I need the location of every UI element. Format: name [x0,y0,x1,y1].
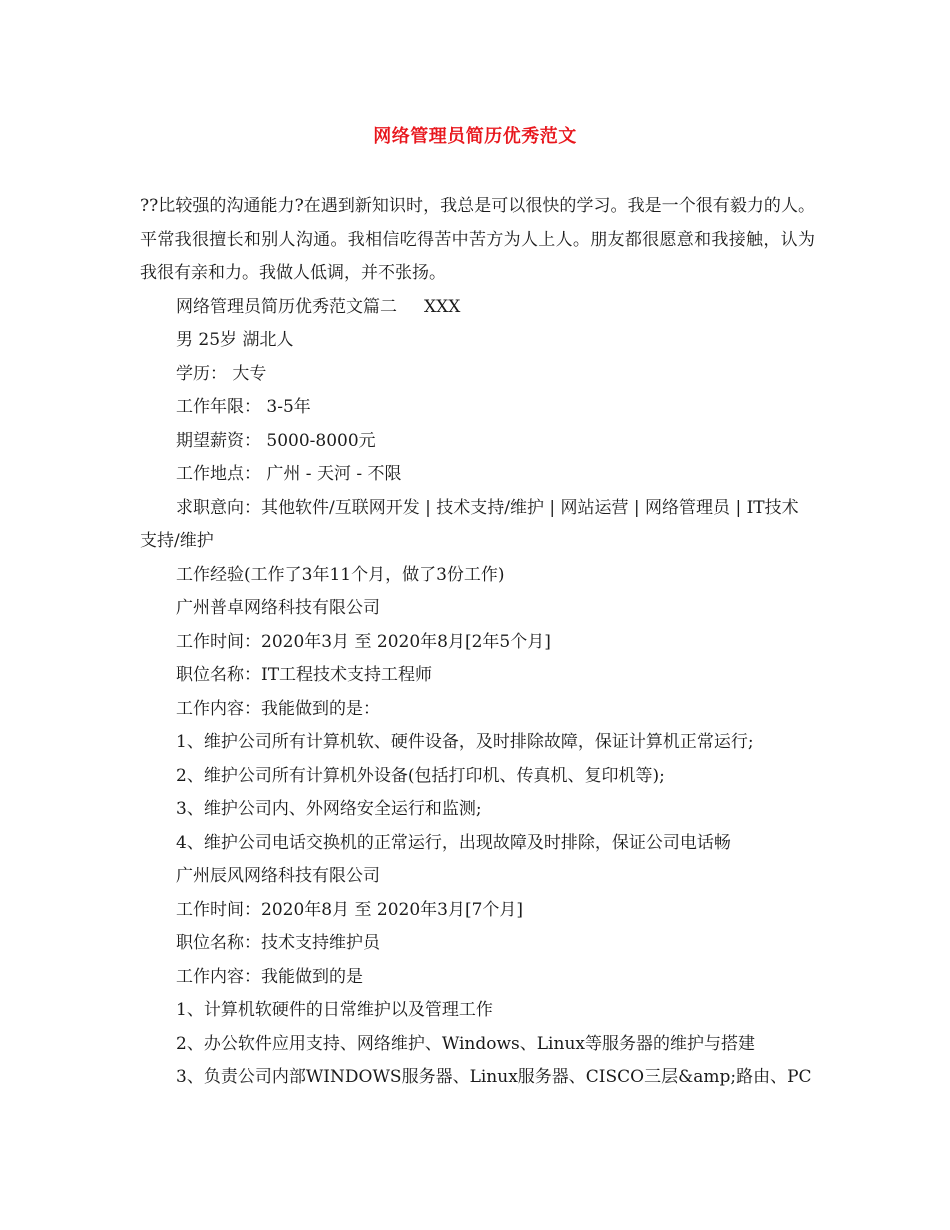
job-content-heading: 工作内容：我能做到的是： [176,698,380,719]
company-name: 广州普卓网络科技有限公司 [176,598,380,618]
duty-item: 1、维护公司所有计算机软、硬件设备，及时排除故障，保证计算机正常运行; [176,732,754,752]
company-name: 广州辰风网络科技有限公司 [176,866,380,886]
expected-salary-line: 期望薪资： 5000-8000元 [176,430,376,451]
work-period: 工作时间：2020年8月 至 2020年3月[7个月] [176,899,524,920]
document-body [140,190,815,1095]
job-content-heading: 工作内容：我能做到的是 [176,966,363,987]
job-title: 职位名称：技术支持维护员 [176,933,380,953]
work-period: 工作时间：2020年3月 至 2020年8月[2年5个月] [176,631,551,652]
document-title: 网络管理员简历优秀范文 [373,126,577,147]
profile-line: 男 25岁 湖北人 [176,330,294,350]
duty-item: 2、维护公司所有计算机外设备(包括打印机、传真机、复印机等); [176,765,665,786]
duty-item: 1、计算机软硬件的日常维护以及管理工作 [176,1000,493,1020]
work-experience-heading: 工作经验(工作了3年11个月，做了3份工作) [176,564,505,585]
duty-item: 4、维护公司电话交换机的正常运行，出现故障及时排除，保证公司电话畅 [176,832,731,853]
experience-years-line: 工作年限： 3-5年 [176,397,311,417]
job-intention-line: 求职意向：其他软件/互联网开发 | 技术支持/维护 | 网站运营 | 网络管理员 | IT技术支持/维护 [140,497,799,551]
intro-paragraph: ??比较强的沟通能力?在遇到新知识时，我总是可以很快的学习。我是一个很有毅力的人。平常我很擅长和别人沟通。我相信吃得苦中苦方为人上人。朋友都很愿意和我接触，认为我很有亲和力。我做人低调，并不张扬。 [140,196,815,283]
section-heading: 网络管理员简历优秀范文篇二 XXX [176,296,461,317]
duty-item: 3、维护公司内、外网络安全运行和监测; [176,799,482,819]
education-line: 学历： 大专 [176,363,267,384]
work-location-line: 工作地点： 广州 - 天河 - 不限 [176,464,402,484]
duty-item: 2、办公软件应用支持、网络维护、Windows、Linux等服务器的维护与搭建 [176,1033,755,1054]
duty-item: 3、负责公司内部WINDOWS服务器、Linux服务器、CISCO三层&amp;路由、PC [176,1067,812,1087]
job-title: 职位名称：IT工程技术支持工程师 [176,665,433,685]
